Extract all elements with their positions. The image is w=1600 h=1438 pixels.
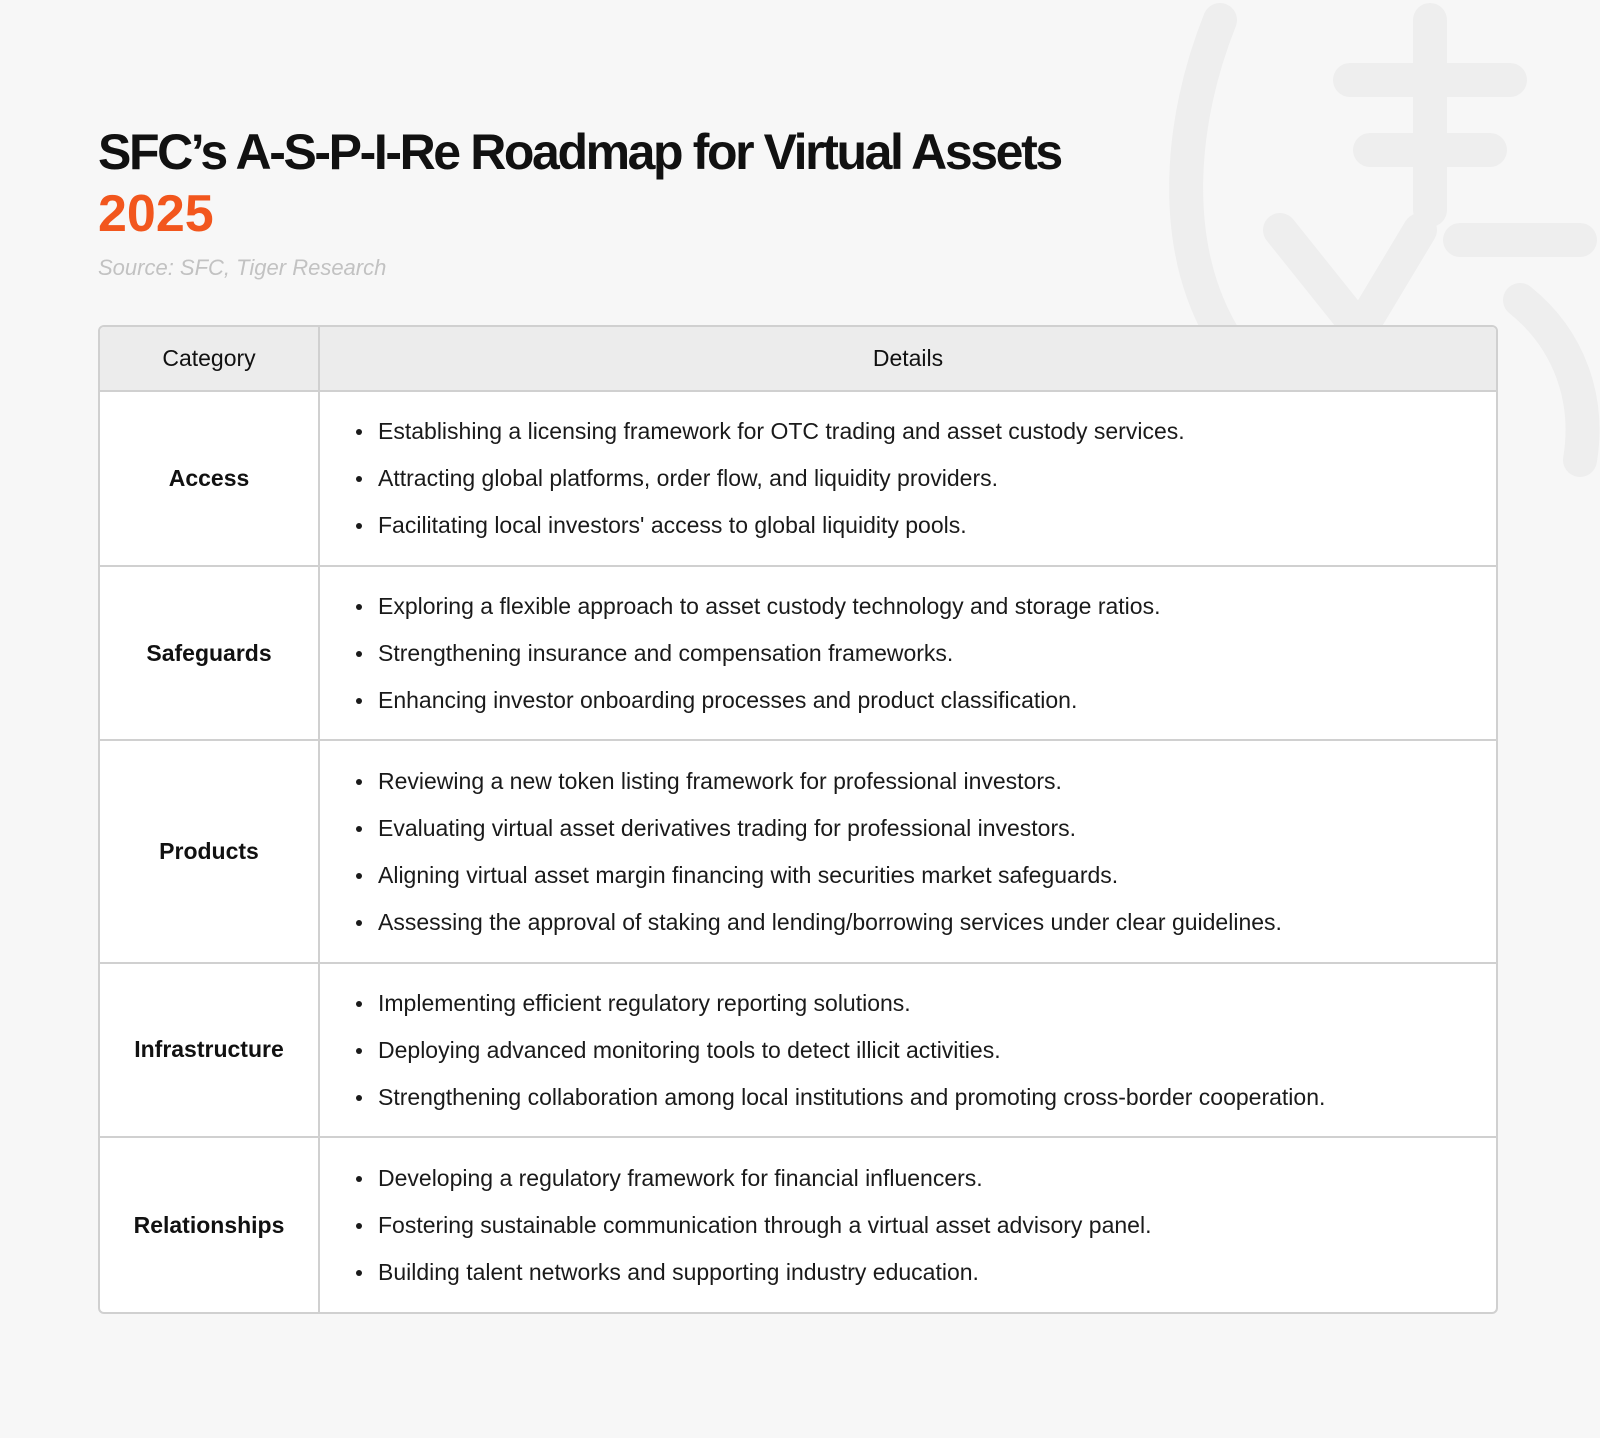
- page-title: SFC’s A-S-P-I-Re Roadmap for Virtual Assets: [98, 124, 1061, 180]
- detail-item: Attracting global platforms, order flow, and liquidity providers.: [356, 463, 1496, 493]
- source-note: Source: SFC, Tiger Research: [98, 255, 387, 280]
- details-cell: [319, 963, 1496, 1138]
- detail-item: Building talent networks and supporting industry education.: [356, 1257, 1496, 1287]
- table-row-relationships: [100, 1137, 1496, 1312]
- category-cell: Safeguards: [100, 566, 319, 741]
- details-list: [356, 1163, 1496, 1287]
- roadmap-table: [98, 325, 1498, 1314]
- detail-item: Strengthening collaboration among local institutions and promoting cross-border cooperation.: [356, 1082, 1496, 1112]
- details-cell: [319, 566, 1496, 741]
- detail-item: Facilitating local investors' access to global liquidity pools.: [356, 510, 1496, 540]
- detail-item: Developing a regulatory framework for financial influencers.: [356, 1163, 1496, 1193]
- header: [98, 122, 1061, 282]
- details-list: [356, 591, 1496, 715]
- detail-item: Deploying advanced monitoring tools to detect illicit activities.: [356, 1035, 1496, 1065]
- detail-item: Implementing efficient regulatory reporting solutions.: [356, 988, 1496, 1018]
- category-cell: Infrastructure: [100, 963, 319, 1138]
- details-cell: [319, 391, 1496, 566]
- detail-item: Enhancing investor onboarding processes and product classification.: [356, 685, 1496, 715]
- detail-item: Assessing the approval of staking and lending/borrowing services under clear guidelines.: [356, 907, 1496, 937]
- table-row-access: [100, 391, 1496, 566]
- column-header-details: Details: [319, 327, 1496, 391]
- detail-item: Aligning virtual asset margin financing with securities market safeguards.: [356, 860, 1496, 890]
- detail-item: Reviewing a new token listing framework for professional investors.: [356, 766, 1496, 796]
- category-cell: Access: [100, 391, 319, 566]
- table-row-safeguards: [100, 566, 1496, 741]
- table-row-products: [100, 740, 1496, 962]
- category-cell: Relationships: [100, 1137, 319, 1312]
- details-list: [356, 416, 1496, 540]
- page-year: 2025: [98, 185, 214, 243]
- category-cell: Products: [100, 740, 319, 962]
- column-header-category: Category: [100, 327, 319, 391]
- detail-item: Evaluating virtual asset derivatives trading for professional investors.: [356, 813, 1496, 843]
- detail-item: Fostering sustainable communication through a virtual asset advisory panel.: [356, 1210, 1496, 1240]
- table-header-row: [100, 327, 1496, 391]
- details-cell: [319, 740, 1496, 962]
- detail-item: Exploring a flexible approach to asset custody technology and storage ratios.: [356, 591, 1496, 621]
- details-cell: [319, 1137, 1496, 1312]
- details-list: [356, 988, 1496, 1112]
- detail-item: Establishing a licensing framework for OTC trading and asset custody services.: [356, 416, 1496, 446]
- table-row-infrastructure: [100, 963, 1496, 1138]
- details-list: [356, 766, 1496, 937]
- detail-item: Strengthening insurance and compensation frameworks.: [356, 638, 1496, 668]
